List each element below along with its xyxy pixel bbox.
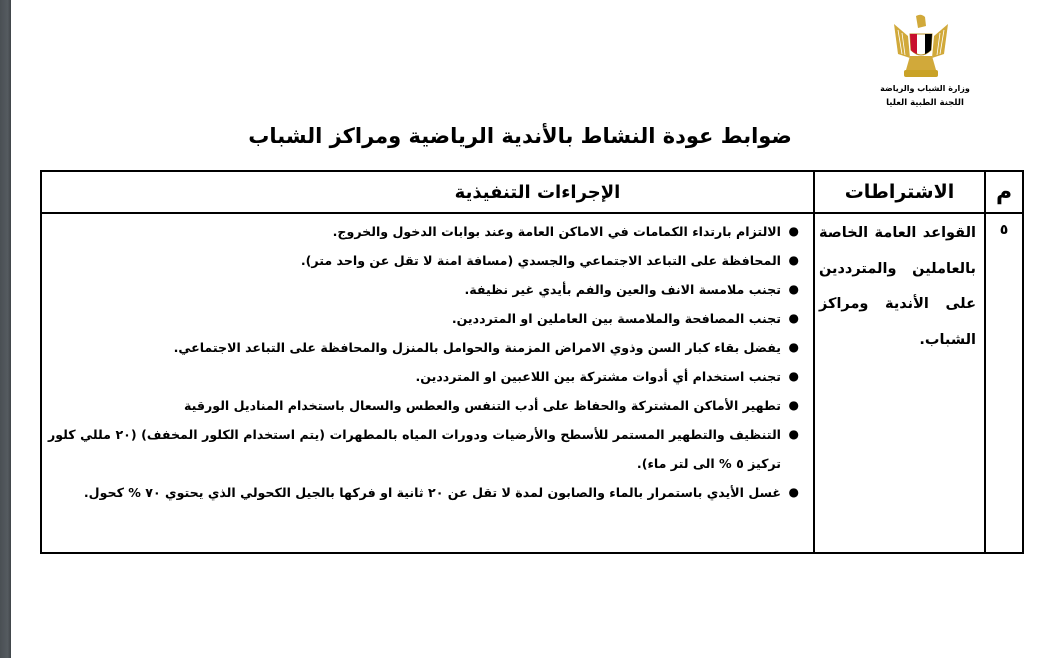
rules-table bbox=[40, 170, 1024, 554]
procedure-item: ● تجنب ملامسة الانف والعين والفم بأيدي غير نظيفة. bbox=[48, 275, 805, 304]
bullet-icon: ● bbox=[788, 282, 799, 296]
committee-name: اللجنة الطبية العليا bbox=[886, 98, 964, 108]
row-number: ٥ bbox=[985, 213, 1023, 553]
procedure-item: ● التنظيف والتطهير المستمر للأسطح والأرضيات ودورات المياه بالمطهرات (يتم استخدام الكلور المخفف) (٢٠ مللي كلور تركيز ٥ % الى لتر ماء). bbox=[48, 420, 805, 478]
bullet-icon: ● bbox=[788, 369, 799, 383]
procedure-item: ● المحافظة على التباعد الاجتماعي والجسدي (مسافة امنة لا تقل عن واحد متر). bbox=[48, 246, 805, 275]
viewer-left-edge bbox=[0, 0, 11, 658]
procedure-item: ● يفضل بقاء كبار السن وذوي الامراض المزمنة والحوامل بالمنزل والمحافظة على التباعد الاجتماعي. bbox=[48, 333, 805, 362]
bullet-icon: ● bbox=[788, 224, 799, 238]
procedure-item: ● تجنب استخدام أي أدوات مشتركة بين اللاعبين او المترددين. bbox=[48, 362, 805, 391]
bullet-icon: ● bbox=[788, 427, 799, 441]
procedures-list bbox=[42, 214, 813, 507]
ministry-name: وزارة الشباب والرياضة bbox=[880, 84, 970, 93]
bullet-icon: ● bbox=[788, 398, 799, 412]
procedure-item: ● تطهير الأماكن المشتركة والحفاظ على أدب التنفس والعطس والسعال باستخدام المناديل الورقية bbox=[48, 391, 805, 420]
egypt-eagle-emblem-icon bbox=[888, 14, 954, 82]
procedure-item: ● غسل الأيدي باستمرار بالماء والصابون لمدة لا تقل عن ٢٠ ثانية او فركها بالجيل الكحولي الذي يحتوي ٧٠ % كحول. bbox=[48, 478, 805, 507]
column-header-conditions: الاشتراطات bbox=[814, 171, 985, 213]
column-header-number: م bbox=[985, 171, 1023, 213]
procedure-item: ● الالتزام بارتداء الكمامات في الاماكن العامة وعند بوابات الدخول والخروج. bbox=[48, 217, 805, 246]
table-header-row bbox=[41, 171, 1023, 213]
document-title: ضوابط عودة النشاط بالأندية الرياضية ومراكز الشباب bbox=[248, 124, 792, 148]
row-condition: القواعد العامة الخاصة بالعاملين والمترددين على الأندية ومراكز الشباب. bbox=[814, 213, 985, 553]
bullet-icon: ● bbox=[788, 311, 799, 325]
bullet-icon: ● bbox=[788, 485, 799, 499]
column-header-procedures: الإجراءات التنفيذية bbox=[41, 171, 814, 213]
row-procedures bbox=[41, 213, 814, 553]
table-row bbox=[41, 213, 1023, 553]
bullet-icon: ● bbox=[788, 253, 799, 267]
procedure-item: ● تجنب المصافحة والملامسة بين العاملين او المترددين. bbox=[48, 304, 805, 333]
bullet-icon: ● bbox=[788, 340, 799, 354]
